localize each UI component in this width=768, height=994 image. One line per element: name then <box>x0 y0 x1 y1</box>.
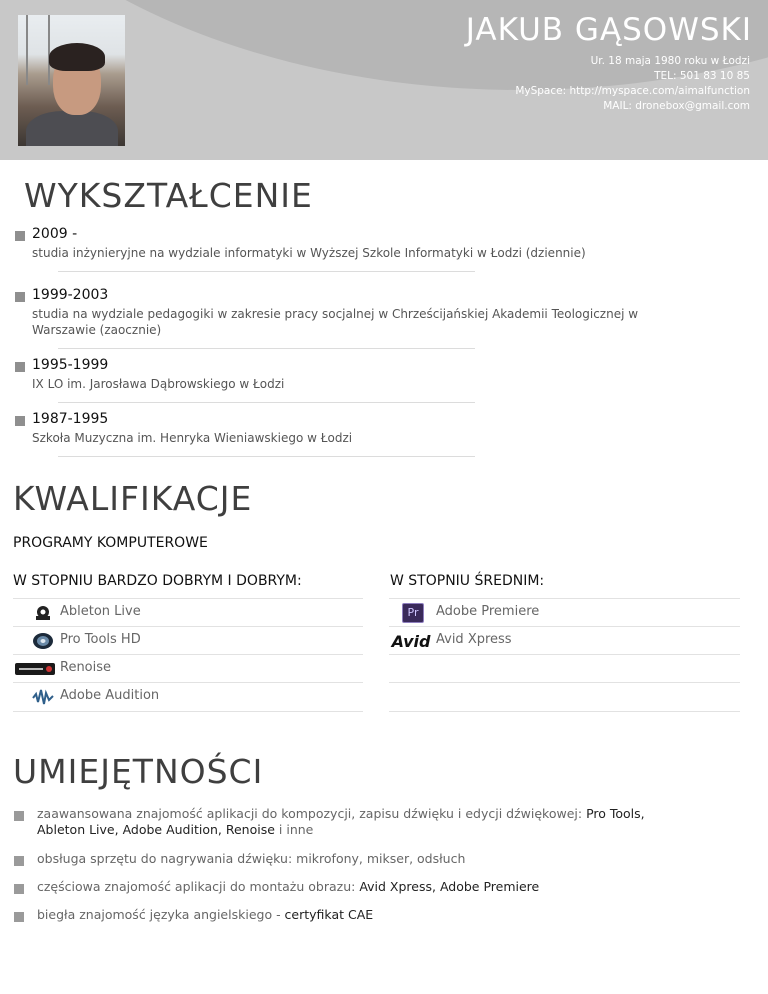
col2-heading: W STOPNIU ŚREDNIM: <box>390 573 545 589</box>
bullet-square <box>14 884 24 894</box>
empty-row <box>389 682 740 711</box>
education-year: 1999-2003 <box>32 287 109 303</box>
education-desc: studia inżynieryjne na wydziale informatyki w Wyższej Szkole Informatyki w Łodzi (dziennie) <box>32 246 586 260</box>
adobe-premiere-icon: Pr <box>401 604 425 622</box>
software-row <box>389 626 740 655</box>
software-label: Renoise <box>60 660 112 675</box>
profile-photo <box>18 15 125 146</box>
divider <box>58 348 475 349</box>
divider <box>58 271 475 272</box>
education-year: 1995-1999 <box>32 357 109 373</box>
pro-tools-icon <box>31 632 55 650</box>
skill-highlight: Avid Xpress, Adobe Premiere <box>359 879 540 894</box>
cv-header <box>0 0 768 160</box>
ableton-live-icon <box>31 604 55 622</box>
education-desc: Szkoła Muzyczna im. Henryka Wieniawskiego w Łodzi <box>32 431 353 445</box>
email-link[interactable]: MAIL: dronebox@gmail.com <box>603 100 750 112</box>
col1-heading: W STOPNIU BARDZO DOBRYM I DOBRYM: <box>13 573 302 589</box>
skill-text: częściowa znajomość aplikacji do montażu obrazu: <box>37 879 360 894</box>
myspace-link[interactable]: MySpace: http://myspace.com/aimalfunction <box>515 85 750 97</box>
education-year: 2009 - <box>32 226 78 242</box>
skills-title: UMIEJĘTNOŚCI <box>13 752 264 791</box>
empty-row <box>389 654 740 683</box>
software-row <box>13 654 363 683</box>
adobe-audition-icon <box>31 688 55 706</box>
contact-info <box>515 54 750 114</box>
bullet-square <box>14 912 24 922</box>
software-row <box>13 682 363 711</box>
bullet-square <box>15 231 25 241</box>
skill-highlight: certyfikat CAE <box>284 907 374 922</box>
bullet-square <box>15 292 25 302</box>
birth-info: Ur. 18 maja 1980 roku w Łodzi <box>590 55 750 67</box>
bullet-square <box>15 362 25 372</box>
education-desc: studia na wydziale pedagogiki w zakresie pracy socjalnej w Chrześcijańskiej Akademii Teologicznej w Warszawie (zaocznie) <box>32 307 639 337</box>
education-title: WYKSZTAŁCENIE <box>24 176 313 215</box>
skill-tail: i inne <box>274 822 314 837</box>
skill-highlight: Pro Tools, Ableton Live, Adobe Audition, Renoise <box>37 806 645 837</box>
software-label: Avid Xpress <box>436 632 512 647</box>
software-row <box>389 598 740 627</box>
avid-logo-icon: Avid <box>391 631 431 651</box>
education-desc: IX LO im. Jarosława Dąbrowskiego w Łodzi <box>32 377 285 391</box>
qualifications-title: KWALIFIKACJE <box>13 479 253 518</box>
skill-text: zaawansowana znajomość aplikacji do kompozycji, zapisu dźwięku i edycji dźwiękowej: <box>37 806 587 821</box>
bullet-square <box>14 811 24 821</box>
qualifications-subtitle: PROGRAMY KOMPUTEROWE <box>13 535 208 551</box>
bullet-square <box>15 416 25 426</box>
software-label: Adobe Audition <box>60 688 160 703</box>
renoise-icon <box>15 660 55 678</box>
divider <box>13 711 363 712</box>
divider <box>389 711 740 712</box>
software-label: Ableton Live <box>60 604 141 619</box>
divider <box>58 456 475 457</box>
software-row <box>13 626 363 655</box>
person-name: JAKUB GĄSOWSKI <box>465 12 752 48</box>
divider <box>58 402 475 403</box>
skill-text: biegła znajomość języka angielskiego - <box>37 907 285 922</box>
education-year: 1987-1995 <box>32 411 109 427</box>
software-row <box>13 598 363 627</box>
bullet-square <box>14 856 24 866</box>
software-label: Adobe Premiere <box>436 604 540 619</box>
skill-text: obsługa sprzętu do nagrywania dźwięku: mikrofony, mikser, odsłuch <box>37 851 466 866</box>
software-label: Pro Tools HD <box>60 632 141 647</box>
phone-info: TEL: 501 83 10 85 <box>654 70 750 82</box>
